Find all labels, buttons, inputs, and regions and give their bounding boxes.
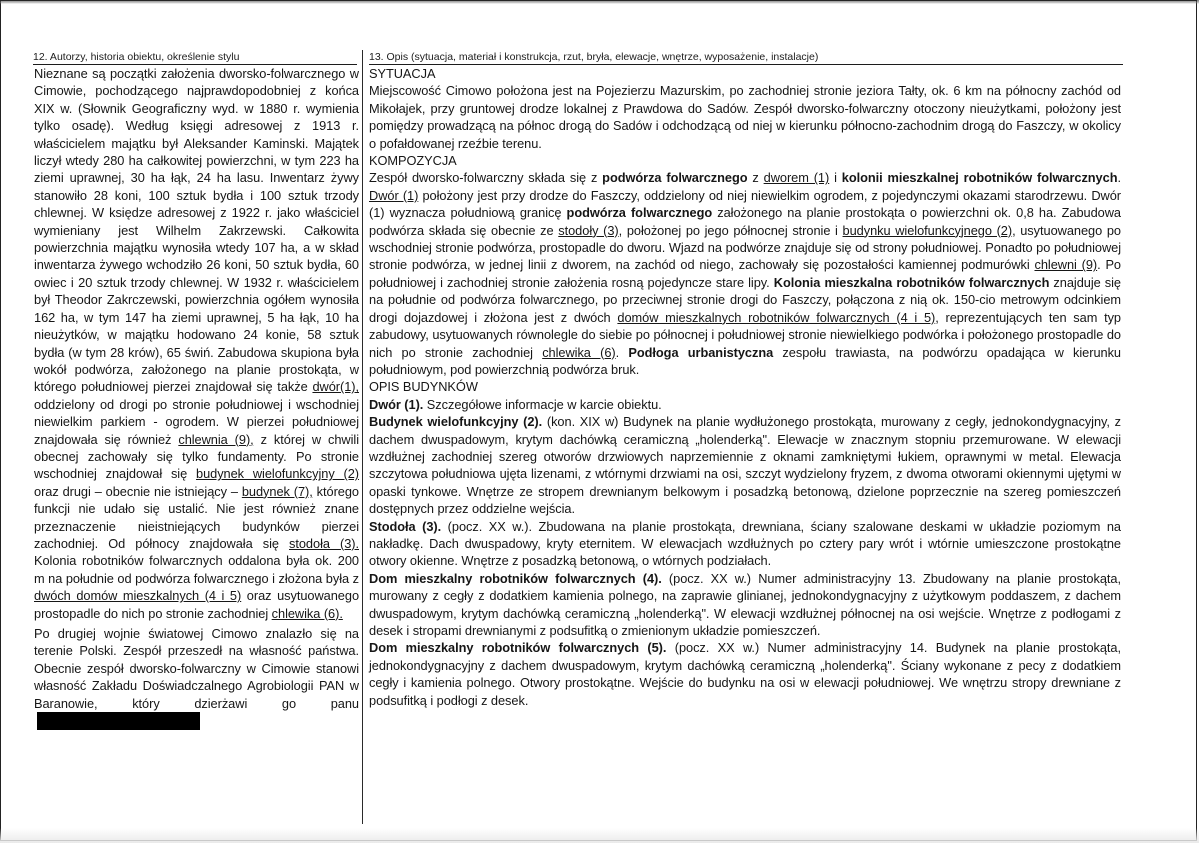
section-title-kompozycja: KOMPOZYCJA [369,153,457,169]
ref-budynek-7: budynek (7), [241,483,313,499]
text: z [747,170,764,186]
scan-shadow [0,828,1199,843]
bold-term: Kolonia mieszkalna robotników folwarcznych [773,274,1050,290]
building-text: (kon. XIX w) Budynek na planie wydłużonego prostokąta, murowany z cegły, jednokondygnacyjny, z dachem dwuspadowym, krytym dachówką ceramiczną „holenderką". Elewacje w znacznym stopniu przemurowane. W elewacji wzdłużnej zachodniej szereg otworów drzwiowych naprzemiennie z oknami zamkniętymi łukiem, oprawnymi w metal. Elewacja szczytowa południowa ujęta lizenami, z wtórnymi drzwiami na osi, szczyt wydzielony fryzem, z dwoma otworami okiennymi ujętymi w opaski tynkowe. Wnętrze ze stropem drewnianym belkowym i posadzką betonową, dzielone poprzecznie na szereg pomieszczeń dostępnych przez oddzielne wejścia. [369,414,1121,517]
text: położony jest przy drodze do Faszczy, oddzielony od niej niewielkim ogrodem, z pojedynczymi okazami starodrzewu. Dwór (1) wyznacza południową granicę [369,187,1121,221]
history-text: którego funkcji nie udało się ustalić. Nie jest również znane przeznaczenie nieistniejących budynków pierzei zachodniej. Od północy znajdowała się [34,483,359,551]
history-postwar-paragraph [34,625,359,730]
history-text: oddzielony od drogi po stronie południowej i wschodniej niewielkim parkiem - ogrodem. W pierzei południowej znajdowała się również [34,396,359,447]
history-text: Po drugiej wojnie światowej Cimowo znalazło się na terenie Polski. Zespół przeszedł na własność państwa. Obecnie zespół dworsko-folwarczny w Cimowie stanowi własność Zakładu Doświadczalnego Agrobiologii PAN w Baranowie, który dzierżawi go panu [34,626,359,711]
section-title-sytuacja: SYTUACJA [369,66,436,81]
building-text: (pocz. XX w.) Numer administracyjny 13. Zbudowany na planie prostokąta, murowany z cegły z dodatkiem kamienia polnego, na zaprawie glinianej, jednokondygnacyjny z użytkowym poddaszem, z dachem dwuspadowym, krytym dachówką ceramiczną „holenderką". W elewacji wzdłużnej północnej na osi wejście. Wnętrze z podłogami z desek i stropami drewnianymi z podsufitką o zmienionym układzie pomieszczeń. [369,570,1121,638]
ref-chlewnia: chlewnia (9), [178,431,254,447]
text: założonego na planie prostokąta o powierzchni ok. 0,8 ha. Zabudowa podwórza składa się obecnie ze [369,205,1121,238]
text: , usytuowanego po wschodniej stronie podwórza, prostopadle do dworu. Wjazd na podwórze znajduje się od strony południowej. Ponadto po południowej stronie podwórza, w jednej linii z dworem, na zachód od niego, zachowały się pozostałości kamiennej podmurówki [369,222,1121,273]
history-text: oraz usytuowanego prostopadle do nich po stronie zachodniej [34,588,360,621]
ref-budynek-wielofunkcyjny: budynek wielofunkcyjny (2) [196,466,360,482]
history-column [34,65,359,730]
building-label: Budynek wielofunkcyjny (2). [369,414,543,430]
building-label: Dwór (1). [369,396,424,412]
text: znajduje się na południe od podwórza folwarcznego, po przeciwnej stronie drogi do Faszczy, połączona z nią ok. 150-cio metrowym odcinkiem drogi dojazdowej i złożona jest z dwóch [369,274,1122,325]
kompozycja-paragraph [369,169,1121,378]
ref-dwor: dwór(1), [312,379,359,395]
building-stodola [369,518,1121,570]
building-dom-4 [369,570,1121,640]
building-text: Szczegółowe informacje w karcie obiektu. [423,396,662,412]
text: Zespół dworsko-folwarczny składa się z [369,170,603,186]
building-text: (pocz. XX w.) Numer administracyjny 14. Budynek na planie prostokąta, jednokondygnacyjny z dachem dwuspadowym, krytym dachówką ceramiczną „holenderką". Ściany wykonane z pecy z dodatkiem cegły i kamienia polnego. Otwory prostokątne. Wejście do budynku na osi w elewacji południowej. We wnętrzu stropy drewniane z podsufitką i podłogi z desek. [369,640,1122,708]
left-column-header: 12. Autorzy, historia obiektu, określenie stylu [33,51,357,65]
ref-dwor: dworem (1) [763,170,830,186]
text: . Po południowej i zachodniej stronie założenia rosną pojedyncze stare lipy. [369,257,1121,290]
right-column-header: 13. Opis (sytuacja, materiał i konstrukcja, rzut, bryła, elewacje, wnętrze, wyposażenie, instalacje) [369,51,1123,65]
text: i [829,170,842,186]
ref-stodola: stodoły (3) [558,222,619,238]
text: . [615,344,629,360]
scan-edge [0,0,1199,4]
ref-domy: domów mieszkalnych robotników folwarcznych (4 i 5) [617,309,936,325]
history-text: z której w chwili obecnej zachowały się tylko fundamenty. Po stronie wschodniej znajdował się [34,431,360,482]
bold-term: kolonii mieszkalnej robotników folwarcznych [841,170,1118,186]
building-dom-5 [369,639,1121,709]
history-text: Nieznane są początki założenia dworsko-folwarcznego w Cimowie, pochodzącego najprawdopodobniej z końca XIX w. (Słownik Geograficzny wyd. w 1880 r. wymienia tylko osadę). Według księgi adresowej z 1913 r. właścicielem majątku był Aleksander Kaminski. Majątek liczył wtedy 280 ha całkowitej powierzchni, w tym 223 ha ziemi uprawnej, 30 ha łąk, 24 ha lasu. Inwentarz żywy stanowiło 28 koni, 100 sztuk bydła i 100 sztuk trzody chlewnej. W księdze adresowej z 1922 r. jako właściciel wymieniany jest Wilhelm Zakrzewski. Całkowita powierzchnia majątku wynosiła wtedy 107 ha, a w skład inwentarza żywego wchodziło 26 koni, 50 sztuk bydła, 60 owiec i 20 sztuk trzody chlewnej. W 1932 r. właścicielem był Theodor Zakrczewski, powierzchnia ogółem wynosiła 162 ha, w tym 147 ha ziemi uprawnej, 5 ha łąk, 10 ha nieużytków, w majątku hodowano 24 konie, 58 sztuk bydła (w tym 28 krów), 65 świń. Zabudowa skupiona była wokół podwórza, założonego na planie prostokąta, w którego południowej pierzei znajdował się także [34,66,359,395]
text: , położonej po jego północnej stronie i [618,222,843,238]
ref-stodola: stodoła (3). [289,535,359,551]
section-title-opis-budynkow: OPIS BUDYNKÓW [369,379,478,395]
ref-dwor: Dwór (1) [369,187,419,203]
ref-budynek-wielofunkcyjny: budynku wielofunkcyjnego (2) [842,222,1013,238]
bold-term: podwórza folwarcznego [566,205,713,221]
text: , reprezentujących ten sam typ zabudowy, usytuowanych równolegle do siebie po północnej i południowej stronie niewielkiego podwórka i położonego prostopadle do nich po stronie zachodniej [369,309,1121,360]
text: zespołu trawiasta, na podwórzu opadająca w kierunku południowym, pod powierzchnią podwórza bruk. [369,344,1121,377]
redaction-bar [37,712,200,730]
ref-chlewik: chlewika (6). [271,605,343,621]
description-column [369,65,1121,709]
bold-term: Podłoga urbanistyczna [628,344,774,360]
building-label: Stodoła (3). [369,518,442,534]
ref-domy: dwóch domów mieszkalnych (4 i 5) [34,588,242,604]
history-text: oraz drugi – obecnie nie istniejący – [34,483,242,499]
column-divider [362,50,363,824]
ref-chlewik: chlewika (6) [542,344,616,360]
sytuacja-paragraph: Miejscowość Cimowo położona jest na Pojezierzu Mazurskim, po zachodniej stronie jeziora Tałty, ok. 6 km na północny zachód od Mikołajek, przy gruntowej drodze lokalnej z Prawdowa do Sadów. Zespół dworsko-folwarczny otoczony nieużytkami, położony jest pomiędzy prowadzącą na północ drogą do Sadów i odchodzącą od niej w kierunku północno-zachodnim drogą do Faszczy, w okolicy o pofałdowanej rzeźbie terenu. [369,83,1121,151]
building-dwor [369,396,1121,413]
text: . [1117,170,1121,186]
history-paragraph [34,65,359,622]
history-text: Kolonia robotników folwarcznych oddalona była ok. 200 m na południe od podwórza folwarcznego i złożona była z [34,553,359,586]
ref-chlewnia: chlewni (9) [1034,257,1098,273]
bold-term: podwórza folwarcznego [602,170,748,186]
building-label: Dom mieszkalny robotników folwarcznych (5). [369,640,667,656]
building-text: (pocz. XX w.). Zbudowana na planie prostokąta, drewniana, ściany szalowane deskami w układzie poziomym na nakładkę. Dach dwuspadowy, kryty eternitem. W elewacjach wzdłużnych po cztery pary wrót i wtórnie umieszczone prostokątne otwory okienne. Wnętrze z posadzką betonową, o wtórnych podziałach. [369,518,1121,569]
building-wielofunkcyjny [369,413,1121,517]
building-label: Dom mieszkalny robotników folwarcznych (4). [369,570,662,586]
